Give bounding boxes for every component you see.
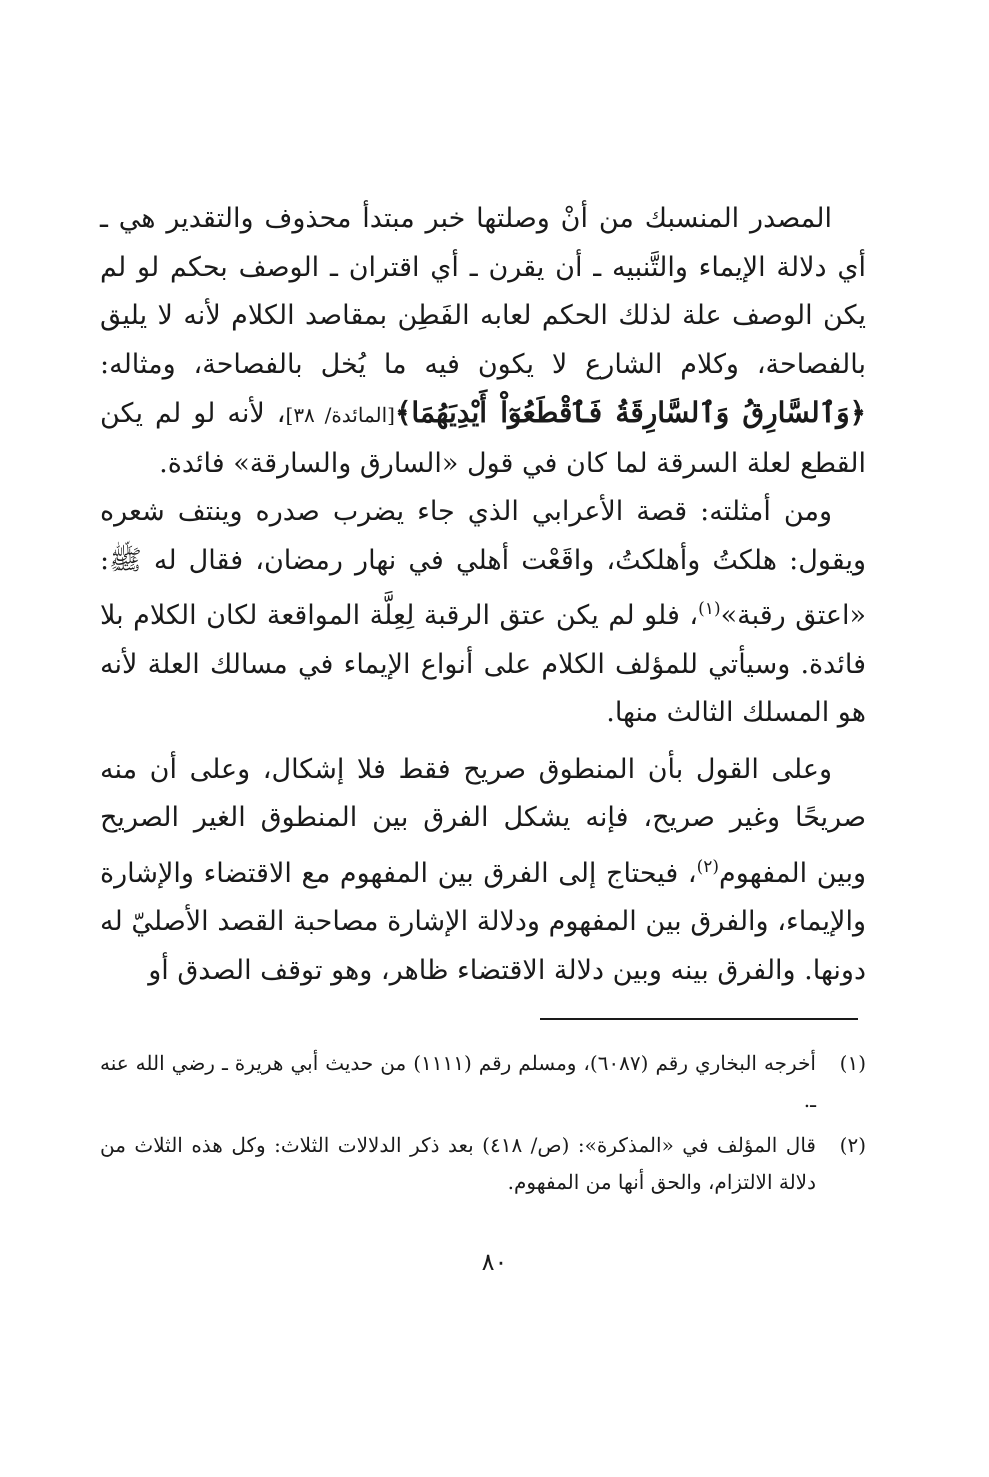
paragraph-3-text-a: وعلى القول بأن المنطوق صريح فقط فلا إشكال، وعلى أن منه صريحًا وغير صريح، فإنه يشكل الفرق بين المنطوق الغير الصريح وبين المفهوم bbox=[100, 753, 866, 889]
footnotes bbox=[100, 1045, 866, 1209]
paragraph-2-text-b: ، فلو لم يكن عتق الرقبة لِعِلَّة المواقعة لكان الكلام بلا فائدة. وسيأتي للمؤلف الكلام على أنواع الإيماء في مسالك العلة لأنه هو المسلك الثالث منها. bbox=[100, 600, 866, 728]
paragraph-3 bbox=[100, 746, 866, 996]
paragraph-2-text-a: ومن أمثلته: قصة الأعرابي الذي جاء يضرب صدره وينتف شعره ويقول: هلكتُ وأهلكتُ، واقَعْت أهلي في نهار رمضان، فقال له ﷺ: «اعتق رقبة» bbox=[100, 496, 866, 631]
footnote-separator bbox=[540, 1018, 858, 1020]
footnote-1-number: (١) bbox=[839, 1051, 866, 1075]
paragraph-2 bbox=[100, 488, 866, 738]
footnote-1 bbox=[100, 1045, 866, 1119]
footnote-marker-1[interactable]: (١) bbox=[698, 599, 721, 619]
paragraph-1 bbox=[100, 195, 866, 488]
quran-verse: ﴿وَٱلسَّارِقُ وَٱلسَّارِقَةُ فَٱقْطَعُوٓاْ أَيْدِيَهُمَا﴾ bbox=[394, 396, 867, 429]
footnote-2-text: قال المؤلف في «المذكرة»: (ص/ ٤١٨) بعد ذكر الدلالات الثلاث: وكل هذه الثلاث من دلالة الالتزام، والحق أنها من المفهوم. bbox=[100, 1133, 816, 1194]
footnote-marker-2[interactable]: (٢) bbox=[696, 856, 720, 877]
paragraph-1-text-b: ، لأنه لو لم يكن القطع لعلة السرقة لما كان في قول «السارق والسارقة» فائدة. bbox=[100, 398, 866, 479]
main-text bbox=[100, 195, 866, 995]
footnote-1-text: أخرجه البخاري رقم (٦٠٨٧)، ومسلم رقم (١١١١) من حديث أبي هريرة ـ رضي الله عنه ـ. bbox=[100, 1051, 816, 1112]
paragraph-1-text-a: المصدر المنسبك من أنْ وصلتها خبر مبتدأ محذوف والتقدير هي ـ أي دلالة الإيماء والتَّنبيه ـ أن يقرن ـ أي اقتران ـ الوصف بحكم لو لم يكن الوصف علة لذلك الحكم لعابه الفَطِن بمقاصد الكلام لأنه لا يليق بالفصاحة، وكلام الشارع لا يكون فيه ما يُخل بالفصاحة، ومثاله: bbox=[100, 203, 866, 380]
paragraph-gap bbox=[100, 738, 866, 746]
verse-reference: [المائدة/ ٣٨] bbox=[285, 403, 395, 427]
paragraph-3-text-b: ، فيحتاج إلى الفرق بين المفهوم مع الاقتضاء والإشارة والإيماء، والفرق بين المفهوم ودلالة الإشارة مصاحبة القصد الأصليّ له دونها. والفرق بينه وبين دلالة الاقتضاء ظاهر، وهو توقف الصدق أو bbox=[100, 857, 866, 986]
page-number: ٨٠ bbox=[481, 1248, 508, 1276]
footnote-2-number: (٢) bbox=[839, 1133, 866, 1157]
footnote-2 bbox=[100, 1127, 866, 1201]
